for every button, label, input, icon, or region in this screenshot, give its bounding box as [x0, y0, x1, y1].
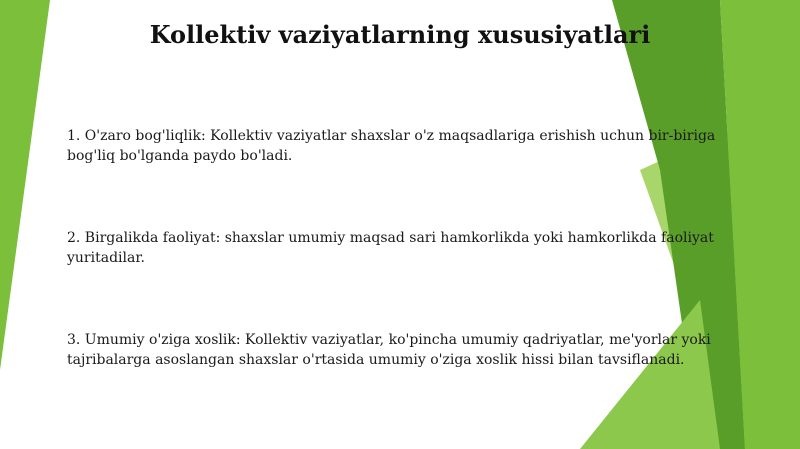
slide-title: Kollektiv vaziyatlarning xususiyatlari	[149, 20, 651, 49]
right-bottom-facet	[580, 300, 720, 449]
point-shared-identity: 3. Umumiy o'ziga xoslik: Kollektiv vaziyatlar, ko'pincha umumiy qadriyatlar, me'yorlar yoki tajribalarga asoslangan shaxslar o'rtasida umumiy o'ziga xoslik hissi bilan tavsiflanadi.	[67, 332, 711, 368]
point-interdependence: 1. O'zaro bog'liqlik: Kollektiv vaziyatlar shaxslar o'z maqsadlariga erishish uchun bir-biriga bog'liq bo'lganda paydo bo'ladi.	[67, 128, 716, 164]
point-joint-activity: 2. Birgalikda faoliyat: shaxslar umumiy maqsad sari hamkorlikda yoki hamkorlikda faoliyat yuritadilar.	[67, 230, 714, 266]
left-green-stripe	[0, 0, 50, 370]
